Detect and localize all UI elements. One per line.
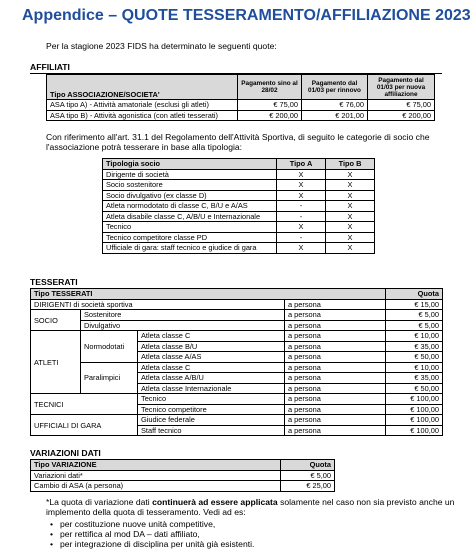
table-cell: Giudice federale: [138, 415, 285, 426]
table-cell: X: [326, 232, 375, 243]
table-row: [31, 331, 443, 342]
table-cell: € 76,00: [302, 100, 368, 111]
table-cell: a persona: [285, 320, 386, 331]
table-cell: € 100,00: [386, 415, 443, 426]
affiliati-header-nuova: Pagamento dal 01/03 per nuova affiliazione: [368, 75, 435, 100]
table-cell: X: [277, 222, 326, 233]
tesserati-table: [30, 288, 443, 436]
intro-text: Per la stagione 2023 FIDS ha determinato le seguenti quote:: [46, 41, 277, 51]
table-row: [31, 320, 443, 331]
table-cell: a persona: [285, 341, 386, 352]
affiliati-header-tipo: Tipo ASSOCIAZIONE/SOCIETA': [47, 75, 238, 100]
table-cell: Variazioni dati*: [31, 470, 281, 481]
table-cell: Atleta disabile classe C, A/B/U e Internazionale: [103, 211, 277, 222]
affiliati-header-28-02: Pagamento sino al 28/02: [238, 75, 302, 100]
table-cell: Socio divulgativo (ex classe D): [103, 190, 277, 201]
table-cell: € 25,00: [281, 481, 335, 492]
table-cell: DIRIGENTI di società sportiva: [31, 299, 285, 310]
table-row: [31, 481, 335, 492]
tipologia-header-row: [103, 159, 375, 170]
table-cell: a persona: [285, 352, 386, 363]
table-cell: a persona: [285, 299, 386, 310]
variazioni-header-row: [31, 460, 335, 471]
table-cell: Tecnico competitore classe PD: [103, 232, 277, 243]
table-cell: Cambio di ASA (a persona): [31, 481, 281, 492]
variazioni-heading: VARIAZIONI DATI: [30, 448, 101, 458]
variazioni-header-tipo: Tipo VARIAZIONE: [31, 460, 281, 471]
table-cell: € 35,00: [386, 341, 443, 352]
table-cell: € 50,00: [386, 383, 443, 394]
table-cell: TECNICI: [31, 394, 138, 415]
table-cell: Atleta classe C: [138, 362, 285, 373]
table-cell: Dirigente di società: [103, 169, 277, 180]
note-bold-text: continuerà ad essere applicata: [152, 497, 278, 507]
table-cell: ASA tipo A) - Attività amatoriale (esclusi gli atleti): [47, 100, 238, 111]
table-row: [47, 100, 435, 111]
table-row: [31, 310, 443, 321]
table-cell: € 100,00: [386, 394, 443, 405]
table-cell: a persona: [285, 415, 386, 426]
variazioni-table: [30, 459, 335, 492]
table-cell: X: [326, 180, 375, 191]
affiliati-heading: AFFILIATI: [30, 62, 70, 72]
table-row: [47, 110, 435, 121]
table-cell: Staff tecnico: [138, 425, 285, 436]
table-row: [103, 211, 375, 222]
table-cell: Atleta classe C: [138, 331, 285, 342]
tipologia-header-socio: Tipologia socio: [103, 159, 277, 170]
note-text: solamente nel caso non sia previsto anche un implemento della quota di tesseramento. Vedi ad es:: [46, 497, 455, 518]
table-cell: Tecnico: [103, 222, 277, 233]
table-cell: a persona: [285, 383, 386, 394]
table-cell: € 10,00: [386, 331, 443, 342]
table-row: [103, 190, 375, 201]
table-cell: a persona: [285, 394, 386, 405]
tesserati-header-row: [31, 289, 443, 300]
table-row: [31, 415, 443, 426]
table-row: [31, 470, 335, 481]
table-row: [31, 394, 443, 405]
table-cell: X: [326, 190, 375, 201]
tipologia-header-a: Tipo A: [277, 159, 326, 170]
table-row: [103, 243, 375, 254]
note-paragraph: [46, 497, 462, 518]
table-cell: Paralimpici: [81, 362, 138, 394]
table-cell: Atleta classe B/U: [138, 341, 285, 352]
table-cell: Tecnico: [138, 394, 285, 405]
table-cell: Divulgativo: [81, 320, 285, 331]
table-cell: € 75,00: [238, 100, 302, 111]
table-cell: ATLETI: [31, 331, 81, 394]
table-cell: € 10,00: [386, 362, 443, 373]
table-cell: € 200,00: [368, 110, 435, 121]
table-cell: € 15,00: [386, 299, 443, 310]
table-cell: Atleta classe A/B/U: [138, 373, 285, 384]
table-cell: € 201,00: [302, 110, 368, 121]
tesserati-header-tipo: Tipo TESSERATI: [31, 289, 386, 300]
affiliati-table: [46, 74, 435, 121]
page-title: Appendice – QUOTE TESSERAMENTO/AFFILIAZIONE 2023: [22, 7, 471, 24]
table-cell: X: [326, 201, 375, 212]
table-cell: € 50,00: [386, 352, 443, 363]
table-cell: Ufficiale di gara: staff tecnico e giudice di gara: [103, 243, 277, 254]
table-cell: a persona: [285, 362, 386, 373]
list-item: • per costituzione nuove unità competitive,: [60, 519, 254, 529]
table-cell: a persona: [285, 425, 386, 436]
table-cell: € 75,00: [368, 100, 435, 111]
tipologia-table: [102, 158, 375, 254]
table-row: [103, 180, 375, 191]
table-cell: -: [277, 201, 326, 212]
table-cell: € 5,00: [386, 310, 443, 321]
table-cell: € 5,00: [281, 470, 335, 481]
list-item: • per rettifica al mod DA – dati affiliato,: [60, 529, 254, 539]
table-cell: UFFICIALI DI GARA: [31, 415, 138, 436]
table-cell: X: [326, 211, 375, 222]
table-cell: a persona: [285, 404, 386, 415]
table-row: [103, 169, 375, 180]
table-row: [103, 201, 375, 212]
table-cell: Atleta classe A/AS: [138, 352, 285, 363]
table-cell: X: [326, 243, 375, 254]
table-cell: Normodotati: [81, 331, 138, 363]
table-cell: X: [277, 190, 326, 201]
table-cell: X: [277, 243, 326, 254]
table-cell: X: [326, 169, 375, 180]
note-list: [60, 519, 254, 549]
affiliati-header-row: [47, 75, 435, 100]
table-row: [31, 362, 443, 373]
table-cell: Tecnico competitore: [138, 404, 285, 415]
table-cell: Atleta classe Internazionale: [138, 383, 285, 394]
table-cell: € 5,00: [386, 320, 443, 331]
table-cell: -: [277, 232, 326, 243]
table-cell: € 100,00: [386, 425, 443, 436]
table-cell: SOCIO: [31, 310, 81, 331]
affiliati-header-rinnovo: Pagamento dal 01/03 per rinnovo: [302, 75, 368, 100]
categorie-paragraph: Con riferimento all'art. 31.1 del Regolamento dell'Attività Sportiva, di seguito le categorie di socio che l'associazione potrà tesserare in base alla tipologia:: [46, 132, 430, 153]
table-cell: ASA tipo B) - Attività agonistica (con atleti tesserati): [47, 110, 238, 121]
table-cell: X: [277, 169, 326, 180]
table-cell: X: [326, 222, 375, 233]
tesserati-heading: TESSERATI: [30, 277, 78, 287]
variazioni-header-quota: Quota: [281, 460, 335, 471]
table-cell: Socio sostenitore: [103, 180, 277, 191]
table-cell: a persona: [285, 373, 386, 384]
table-row: [31, 299, 443, 310]
table-row: [103, 222, 375, 233]
table-cell: a persona: [285, 331, 386, 342]
table-cell: a persona: [285, 310, 386, 321]
table-cell: X: [277, 180, 326, 191]
note-text: *La quota di variazione dati: [46, 497, 153, 507]
table-cell: -: [277, 211, 326, 222]
list-item: • per integrazione di disciplina per unità già esistenti.: [60, 539, 254, 549]
table-cell: € 100,00: [386, 404, 443, 415]
table-row: [103, 232, 375, 243]
table-cell: Atleta normodotato di classe C, B/U e A/AS: [103, 201, 277, 212]
table-cell: € 35,00: [386, 373, 443, 384]
table-cell: Sostenitore: [81, 310, 285, 321]
tesserati-header-quota: Quota: [386, 289, 443, 300]
table-cell: € 200,00: [238, 110, 302, 121]
tipologia-header-b: Tipo B: [326, 159, 375, 170]
